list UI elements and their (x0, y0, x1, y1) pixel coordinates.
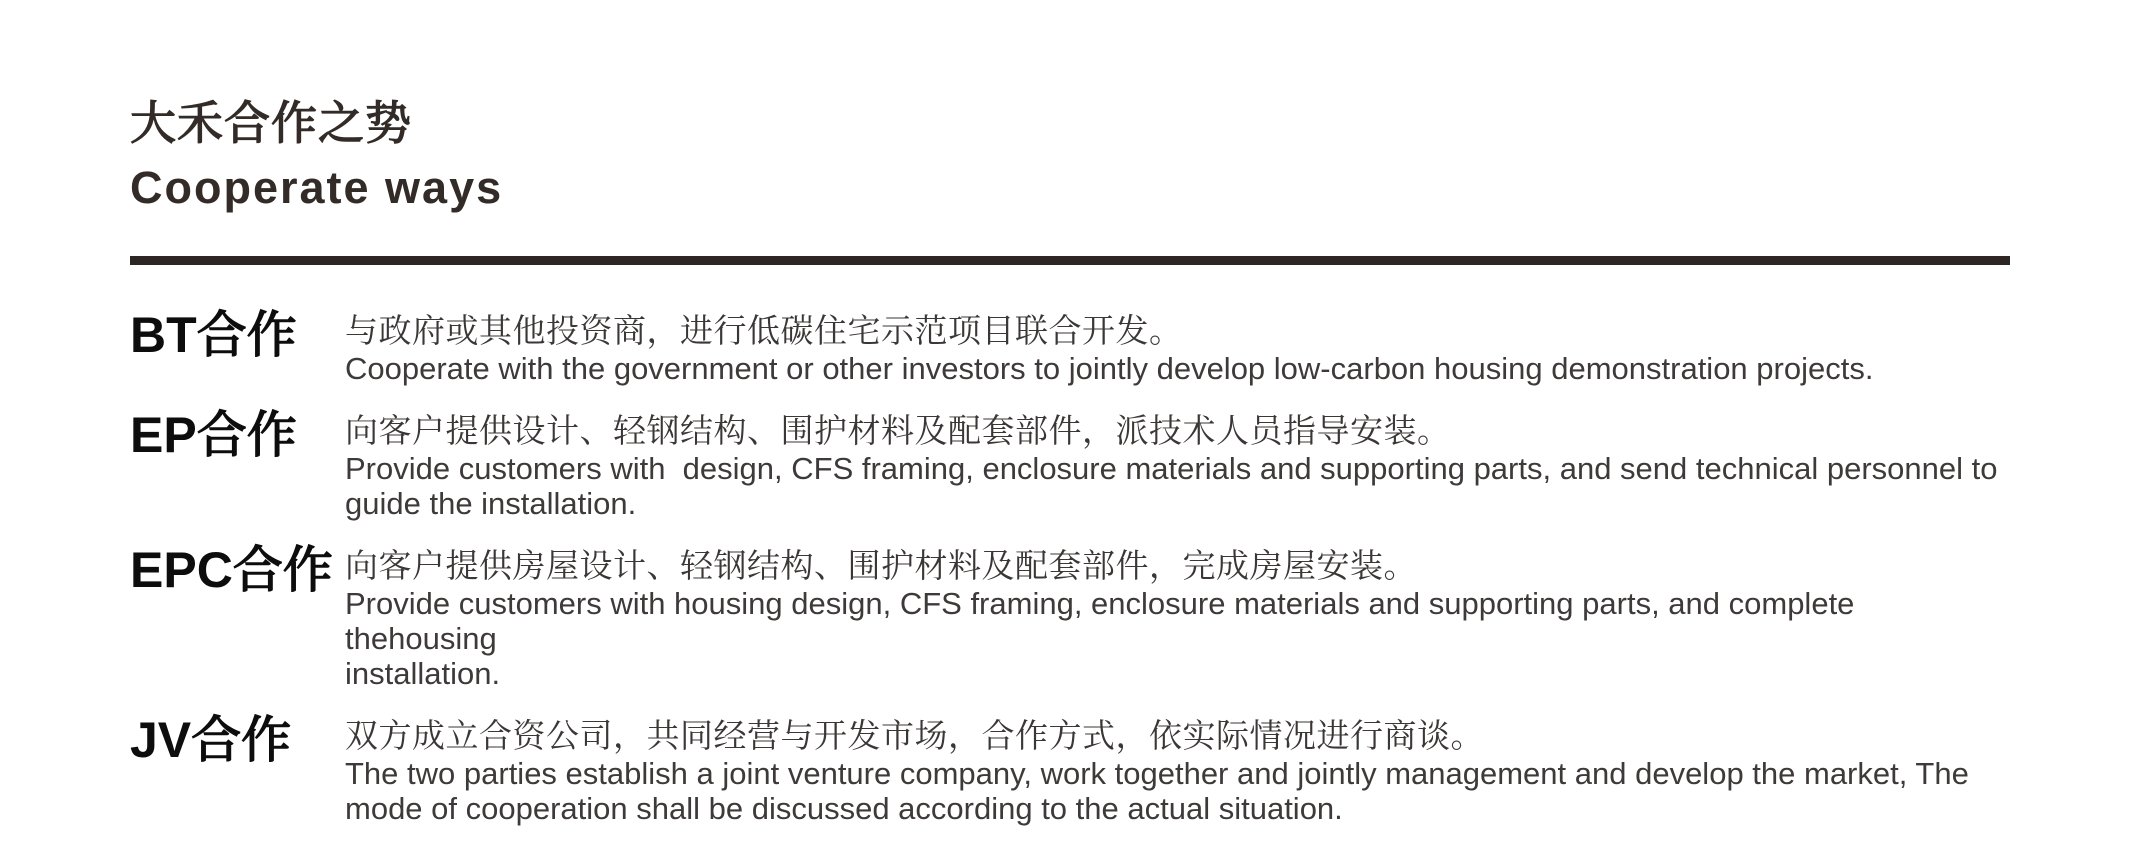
section-label-epc: EPC合作 (130, 542, 333, 598)
section-desc-en-line: guide the installation. (345, 486, 637, 521)
section-text-jv (345, 716, 2010, 826)
section-label-ep: EP合作 (130, 407, 297, 463)
section-desc-en-line: installation. (345, 656, 501, 691)
section-desc-zh: 向客户提供设计、轻钢结构、围护材料及配套部件，派技术人员指导安装。 (345, 412, 1451, 449)
section-desc-en-line: Provide customers with housing design, CFS framing, enclosure materials and supporting parts, and complete thehousing (345, 586, 1864, 656)
section-label-bt: BT合作 (130, 307, 297, 363)
section-row-epc (130, 542, 2010, 691)
section-desc-en-line: Provide customers with design, CFS framing, enclosure materials and supporting parts, and send technical personnel to (345, 451, 1998, 486)
section-desc-en-line: Cooperate with the government or other investors to jointly develop low-carbon housing demonstration projects. (345, 351, 1874, 386)
section-row-jv (130, 712, 2010, 826)
section-desc-zh: 双方成立合资公司，共同经营与开发市场，合作方式，依实际情况进行商谈。 (345, 717, 1484, 754)
page-title-en: Cooperate ways (130, 162, 504, 213)
section-desc-en-line: The two parties establish a joint venture company, work together and jointly management and develop the market, The (345, 756, 1969, 791)
section-text-ep (345, 411, 2010, 521)
section-row-bt (130, 307, 2010, 386)
section-text-bt (345, 311, 2010, 386)
page-title-zh: 大禾合作之势 (130, 97, 412, 149)
cooperation-sections (130, 307, 2010, 826)
section-row-ep (130, 407, 2010, 521)
section-desc-en-line: mode of cooperation shall be discussed according to the actual situation. (345, 791, 1343, 826)
section-desc-zh: 与政府或其他投资商，进行低碳住宅示范项目联合开发。 (345, 312, 1183, 349)
header-divider-rule (130, 256, 2010, 265)
section-label-jv: JV合作 (130, 712, 292, 768)
page-header (130, 97, 2010, 213)
section-text-epc (345, 546, 2010, 691)
section-desc-zh: 向客户提供房屋设计、轻钢结构、围护材料及配套部件，完成房屋安装。 (345, 547, 1417, 584)
